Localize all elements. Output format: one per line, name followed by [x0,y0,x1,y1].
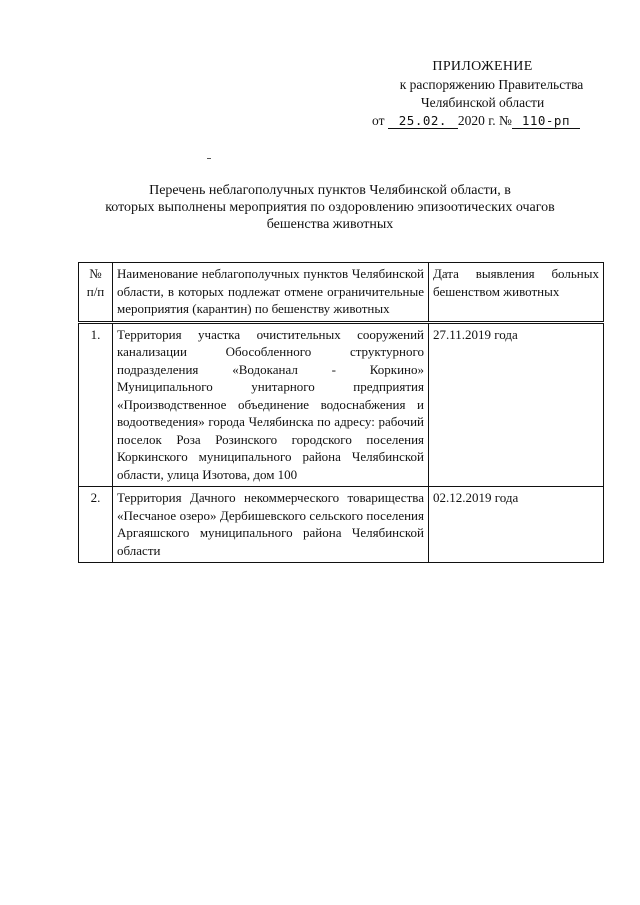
order-date-underline [388,114,458,129]
order-year: 2020 г. № [457,113,512,128]
appendix-block [360,58,605,112]
document-heading [80,182,580,233]
order-date: 25.02. [398,113,447,128]
locations-table [78,262,604,563]
row-location: Территория Дачного некоммерческого товарищества «Песчаное озеро» Дербишевского сельского поселения Аргаяшского муниципального района Челябинской области [113,487,429,563]
row-number: 1. [79,322,113,487]
appendix-title: ПРИЛОЖЕНИЕ [432,59,533,74]
heading-line-2: которых выполнены мероприятия по оздоровлению эпизоотических очагов [105,200,555,215]
order-reference [372,112,580,130]
row-date: 02.12.2019 года [429,487,604,563]
row-date: 27.11.2019 года [429,322,604,487]
table-row [79,322,604,487]
heading-line-1: Перечень неблагополучных пунктов Челябинской области, в [149,183,511,198]
appendix-region-line: Челябинской области [420,95,545,110]
heading-line-3: бешенства животных [266,217,394,232]
order-number: 110-рп [521,113,570,128]
order-prefix: от [372,113,385,128]
scan-speck [207,158,211,159]
row-number: 2. [79,487,113,563]
table-row [79,487,604,563]
header-number: № п/п [79,263,113,323]
header-date: Дата выявления больных бешенством животных [429,263,604,323]
table-header-row [79,263,604,323]
appendix-decree-line: к распоряжению Правительства [399,77,584,92]
order-number-underline [512,114,580,129]
header-name: Наименование неблагополучных пунктов Челябинской области, в которых подлежат отмене ограничительные мероприятия (карантин) по бешенству животных [113,263,429,323]
row-location: Территория участка очистительных сооружений канализации Обособленного структурного подразделения «Водоканал - Коркино» Муниципального унитарного предприятия «Производственное объединение водоснабжения и водоотведения» города Челябинска по адресу: рабочий поселок Роза Розинского городского поселения Коркинского муниципального района Челябинской области, улица Изотова, дом 100 [113,322,429,487]
